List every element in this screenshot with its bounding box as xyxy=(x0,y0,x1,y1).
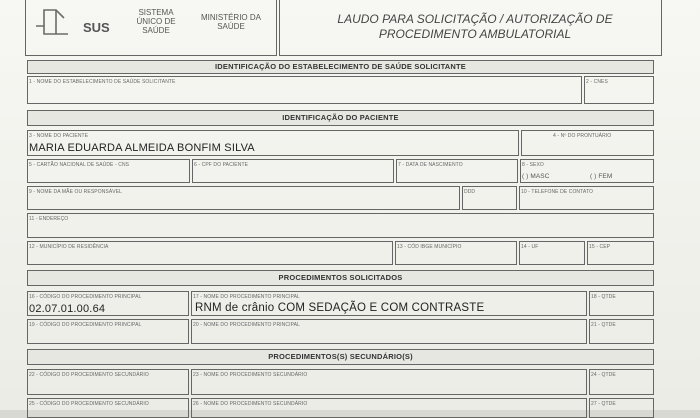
label-f11: 11 - ENDEREÇO xyxy=(29,216,69,222)
checkbox-masc[interactable]: ( ) MASC xyxy=(522,173,550,180)
label-f25: 25 - CÓDIGO DO PROCEDIMENTO SECUNDÁRIO xyxy=(29,401,149,407)
ministerio-text: MINISTÉRIO DA SAÚDE xyxy=(200,13,261,31)
label-f7: 7 - DATA DE NASCIMENTO xyxy=(398,162,463,168)
label-f3: 3 - NOME DO PACIENTE xyxy=(29,133,89,139)
label-f4: 4 - Nº DO PRONTUÁRIO xyxy=(553,133,612,139)
section-procedimentos: PROCEDIMENTOS SOLICITADOS xyxy=(27,270,654,286)
value-codigo-principal: 02.07.01.00.64 xyxy=(29,303,106,315)
label-f9: 9 - NOME DA MÃE OU RESPONSÁVEL xyxy=(29,189,123,195)
label-f20: 20 - NOME DO PROCEDIMENTO PRINCIPAL xyxy=(193,322,300,328)
label-f16: 16 - CÓDIGO DO PROCEDIMENTO PRINCIPAL xyxy=(29,294,142,300)
label-f27: 27 - QTDE xyxy=(591,401,616,407)
section-paciente: IDENTIFICAÇÃO DO PACIENTE xyxy=(27,110,654,126)
label-f23: 23 - NOME DO PROCEDIMENTO SECUNDÁRIO xyxy=(193,372,308,378)
sus-logo-text: SUS xyxy=(83,20,110,35)
sistema-unico-text: SISTEMA ÚNICO DE SAÚDE xyxy=(136,8,176,35)
label-f5: 5 - CARTÃO NACIONAL DE SAÚDE - CNS xyxy=(29,162,130,168)
form-title: LAUDO PARA SOLICITAÇÃO / AUTORIZAÇÃO DE PROCEDIMENTO AMBULATORIAL xyxy=(337,12,613,41)
label-f8: 8 - SEXO xyxy=(522,162,544,168)
label-f6: 6 - CPF DO PACIENTE xyxy=(194,162,249,168)
label-f26: 26 - NOME DO PROCEDIMENTO SECUNDÁRIO xyxy=(193,401,308,407)
value-nome-procedimento: RNM de crânio COM SEDAÇÃO E COM CONTRASTE xyxy=(195,302,485,314)
label-f21: 21 - QTDE xyxy=(591,322,616,328)
label-f15: 15 - CEP xyxy=(589,244,611,250)
label-f1: 1 - NOME DO ESTABELECIMENTO DE SAÚDE SOLICITANTE xyxy=(29,79,176,85)
checkbox-fem[interactable]: ( ) FEM xyxy=(590,173,613,180)
label-ddd: DDD xyxy=(464,189,476,195)
value-nome-paciente: MARIA EDUARDA ALMEIDA BONFIM SILVA xyxy=(29,142,255,154)
label-f13: 13 - CÓD IBGE MUNICÍPIO xyxy=(397,244,462,250)
section-secundarios: PROCEDIMENTOS(S) SECUNDÁRIO(S) xyxy=(27,349,654,365)
label-f24: 24 - QTDE xyxy=(591,372,616,378)
label-f19: 19 - CÓDIGO DO PROCEDIMENTO PRINCIPAL xyxy=(29,322,142,328)
label-f14: 14 - UF xyxy=(521,244,539,250)
field-endereco[interactable] xyxy=(27,213,654,238)
label-f12: 12 - MUNICÍPIO DE RESIDÊNCIA xyxy=(29,244,109,250)
label-f2: 2 - CNES xyxy=(586,79,608,85)
label-f17: 17 - NOME DO PROCEDIMENTO PRINCIPAL xyxy=(193,294,300,300)
sus-logo-icon xyxy=(34,4,82,44)
label-f22: 22 - CÓDIGO DO PROCEDIMENTO SECUNDÁRIO xyxy=(29,372,149,378)
label-f18: 18 - QTDE xyxy=(591,294,616,300)
label-f10: 10 - TELEFONE DE CONTATO xyxy=(521,189,594,195)
section-estabelecimento: IDENTIFICAÇÃO DO ESTABELECIMENTO DE SAÚDE SOLICITANTE xyxy=(27,60,654,74)
